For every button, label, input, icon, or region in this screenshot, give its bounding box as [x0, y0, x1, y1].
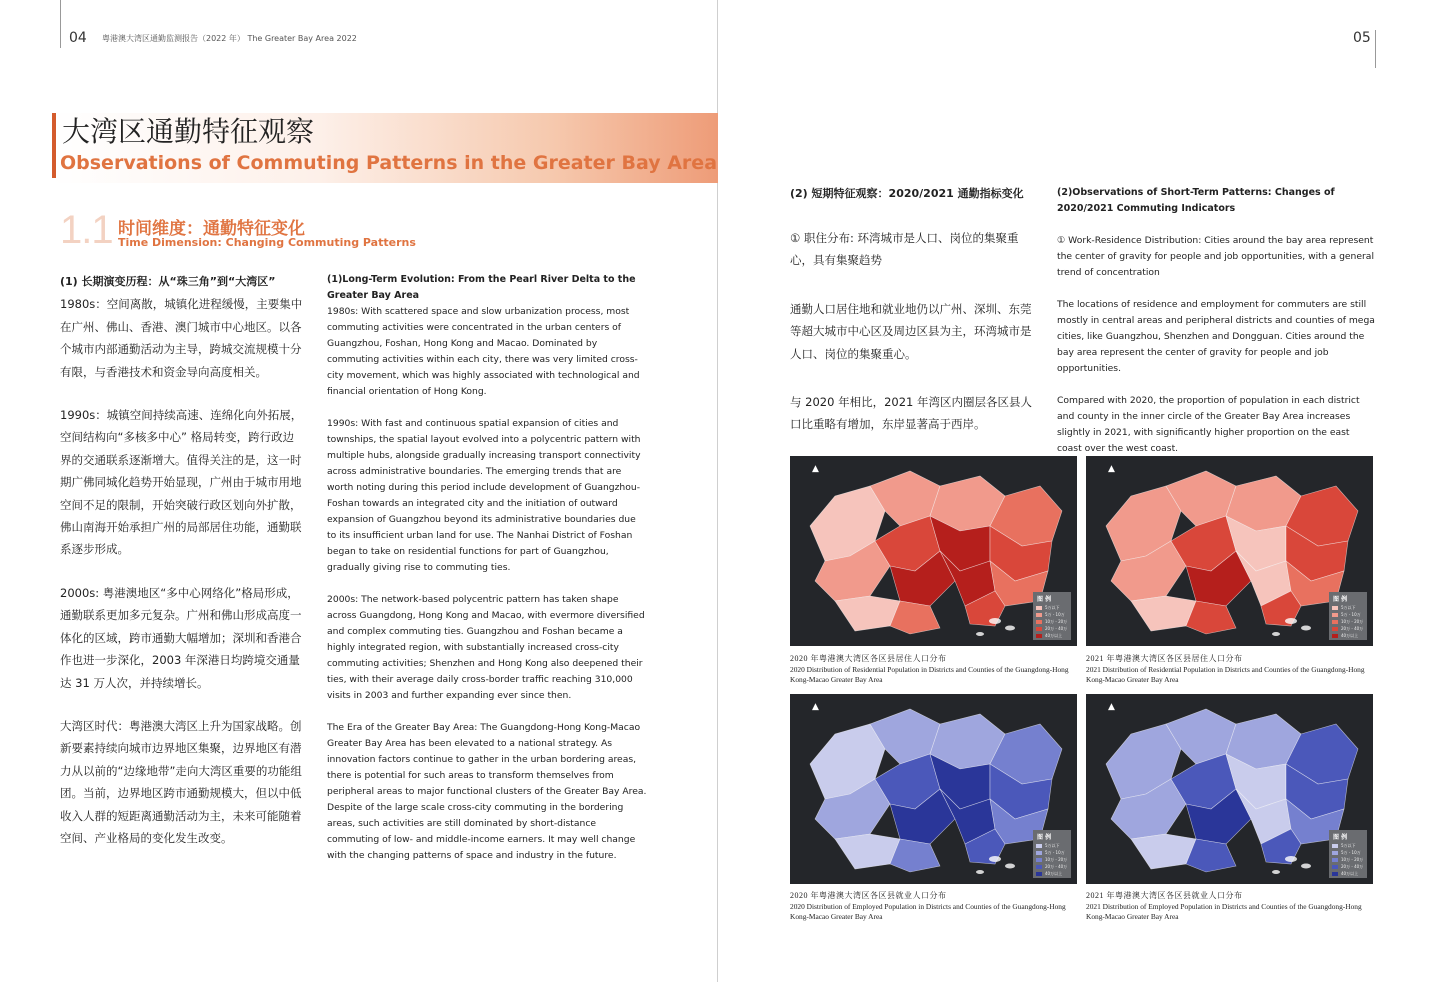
legend-title: 图 例	[1037, 596, 1052, 603]
legend-label: 20万 - 40万	[1341, 863, 1364, 869]
legend-swatch	[1332, 858, 1338, 862]
legend-item	[1329, 856, 1367, 863]
left-en-1980s: 1980s: With scattered space and slow urbanization process, most commuting activities were concentrated in the urban centers of Guangzhou, Foshan, Hong Kong and Macao. Dominated by commuting activities within each city, there was very limited cross-city movement, which was highly associated with technological and financial orientation of Hong Kong.	[327, 306, 640, 397]
island-shape	[1301, 626, 1311, 631]
legend-label: 10万 - 20万	[1341, 856, 1364, 862]
island-shape	[1285, 856, 1297, 862]
caption-en: 2021 Distribution of Residential Population in Districts and Counties of the Guangdong-Hong Kong-Macao Greater Bay Area	[1086, 664, 1365, 684]
legend-title: 图 例	[1037, 834, 1052, 841]
legend-label: 5万 - 10万	[1341, 611, 1361, 617]
legend-item	[1033, 632, 1071, 639]
legend-item	[1033, 863, 1071, 870]
page-title-en: Observations of Commuting Patterns in the Greater Bay Area	[60, 152, 718, 174]
left-en-2000s: 2000s: The network-based polycentric pattern has taken shape across Guangdong, Hong Kong and Macao, with evermore diversified and complex commuting ties. Guangzhou and Foshan became a highly integrated region, with substantially increased cross-city commuting activities; Shenzhen and Hong Kong also deepened their ties, with their average daily cross-border traffic reaching 310,000 visits in 2003 and further expanding ever since then.	[327, 594, 645, 701]
right-zh-heading: (2) 短期特征观察：2020/2021 通勤指标变化	[790, 187, 1024, 200]
legend-item	[1329, 604, 1367, 611]
legend-swatch	[1332, 634, 1338, 638]
section-title-zh: 时间维度：通勤特征变化	[118, 219, 305, 239]
caption-zh: 2021 年粤港澳大湾区各区县就业人口分布	[1086, 891, 1243, 900]
right-en-column	[1057, 185, 1377, 457]
island-shape	[989, 618, 1001, 624]
north-arrow-icon: ▲	[812, 464, 819, 474]
legend-label: 10万 - 20万	[1045, 618, 1068, 624]
north-arrow-icon: ▲	[1108, 464, 1115, 474]
legend-swatch	[1036, 865, 1042, 869]
left-page-number: 04	[69, 30, 87, 46]
map-employed-2020	[790, 694, 1077, 884]
legend-label: 20万 - 40万	[1341, 625, 1364, 631]
right-en-subheading: ① Work-Residence Distribution: Cities around the bay area represent the center of gravity for people and job opportunities, with a general trend of concentration	[1057, 235, 1374, 278]
right-en-heading: (2)Observations of Short-Term Patterns: Changes of 2020/2021 Commuting Indicators	[1057, 187, 1335, 214]
legend-swatch	[1332, 865, 1338, 869]
legend-item	[1329, 870, 1367, 877]
legend-swatch	[1036, 851, 1042, 855]
legend-item	[1033, 849, 1071, 856]
right-page-number: 05	[1353, 30, 1371, 46]
map-legend	[1329, 592, 1367, 640]
legend-title: 图 例	[1333, 834, 1348, 841]
legend-label: 20万 - 40万	[1045, 863, 1068, 869]
legend-item	[1033, 618, 1071, 625]
legend-swatch	[1036, 858, 1042, 862]
right-en-para-1: The locations of residence and employment for commuters are still mostly in central areas and peripheral districts and counties of mega cities, like Guangzhou, Shenzhen and Dongguan. Cities around the bay area represent the center of gravity for people and job opportunities.	[1057, 299, 1375, 374]
north-arrow-icon: ▲	[1108, 702, 1115, 712]
legend-swatch	[1332, 851, 1338, 855]
legend-label: 5万 - 10万	[1045, 611, 1065, 617]
island-shape	[976, 632, 984, 636]
left-zh-1980s: 1980s：空间离散，城镇化进程缓慢，主要集中在广州、佛山、香港、澳门城市中心地区。以各个城市内部通勤活动为主导，跨城交流规模十分有限，与香港技术和资金导向高度相关。	[60, 297, 303, 379]
legend-swatch	[1036, 844, 1042, 848]
right-zh-subheading: ① 职住分布: 环湾城市是人口、岗位的集聚重心，具有集聚趋势	[790, 231, 1019, 268]
legend-swatch	[1332, 872, 1338, 876]
map-residential-2020	[790, 456, 1077, 646]
running-title: 粤港澳大湾区通勤监测报告（2022 年） The Greater Bay Area 2022	[102, 34, 357, 43]
legend-label: 5万 - 10万	[1341, 849, 1361, 855]
right-zh-para-2: 与 2020 年相比，2021 年湾区内圈层各区县人口比重略有增加，东岸显著高于西岸。	[790, 395, 1032, 432]
legend-item	[1329, 611, 1367, 618]
legend-swatch	[1332, 844, 1338, 848]
legend-swatch	[1332, 620, 1338, 624]
map-employed-2021	[1086, 694, 1373, 884]
island-shape	[1005, 626, 1015, 631]
legend-swatch	[1036, 627, 1042, 631]
legend-swatch	[1332, 606, 1338, 610]
legend-swatch	[1036, 620, 1042, 624]
caption-zh: 2021 年粤港澳大湾区各区县居住人口分布	[1086, 654, 1243, 663]
page-title-zh: 大湾区通勤特征观察	[62, 115, 315, 148]
left-en-heading: (1)Long-Term Evolution: From the Pearl River Delta to the Greater Bay Area	[327, 274, 636, 301]
island-shape	[1301, 864, 1311, 869]
legend-label: 40万以上	[1045, 632, 1063, 638]
map-caption-residential-2021	[1086, 654, 1376, 686]
legend-swatch	[1332, 627, 1338, 631]
legend-item	[1033, 870, 1071, 877]
caption-en: 2020 Distribution of Residential Population in Districts and Counties of the Guangdong-Hong Kong-Macao Greater Bay Area	[790, 664, 1069, 684]
legend-swatch	[1036, 606, 1042, 610]
legend-label: 5万以下	[1341, 604, 1356, 610]
caption-zh: 2020 年粤港澳大湾区各区县就业人口分布	[790, 891, 947, 900]
legend-item	[1033, 842, 1071, 849]
caption-zh: 2020 年粤港澳大湾区各区县居住人口分布	[790, 654, 947, 663]
left-zh-2000s: 2000s: 粤港澳地区“多中心网络化”格局形成，通勤联系更加多元复杂。广州和佛山形成高度一体化的区域，跨市通勤大幅增加；深圳和香港合作也进一步深化，2003 年深港日均跨境交通量达 31 万人次，并持续增长。	[60, 585, 302, 690]
map-caption-employed-2021	[1086, 891, 1376, 923]
legend-label: 5万以下	[1045, 842, 1060, 848]
map-residential-2021	[1086, 456, 1373, 646]
map-caption-employed-2020	[790, 891, 1080, 923]
caption-en: 2021 Distribution of Employed Population in Districts and Counties of the Guangdong-Hong Kong-Macao Greater Bay Area	[1086, 901, 1362, 921]
island-shape	[1272, 632, 1280, 636]
north-arrow-icon: ▲	[812, 702, 819, 712]
left-zh-1990s: 1990s：城镇空间持续高速、连绵化向外拓展，空间结构向“多核多中心” 格局转变，跨行政边界的交通联系逐渐增大。值得关注的是，这一时期广佛同城化趋势开始显现，广州由于城市用地空间不足的限制，开始突破行政区划向外扩散，佛山南海开始承担广州的局部居住功能，通勤联系逐步形成。	[60, 408, 303, 557]
legend-item	[1329, 618, 1367, 625]
left-zh-column	[60, 271, 305, 870]
left-zh-gba-era: 大湾区时代：粤港澳大湾区上升为国家战略。创新要素持续向城市边界地区集聚，边界地区有潜力从以前的“边缘地带”走向大湾区重要的功能组团。当前，边界地区跨市通勤规模大，但以中低收入人群的短距离通勤活动为主，未来可能随着空间、产业格局的变化发生改变。	[60, 718, 302, 845]
legend-item	[1329, 632, 1367, 639]
island-shape	[989, 856, 1001, 862]
section-title-en: Time Dimension: Changing Commuting Patterns	[118, 236, 416, 249]
left-en-gba-era: The Era of the Greater Bay Area: The Guangdong-Hong Kong-Macao Greater Bay Area has been elevated to a national strategy. As innovation factors continue to gather in the urban bordering areas, there is potential for such areas to transform themselves from peripheral areas to major functional clusters of the Greater Bay Area. Despite of the large scale cross-city commuting in the bordering areas, such activities are still dominated by short-distance commuting of low- and middle-income earners. It may well change with the changing patterns of space and industry in the future.	[327, 722, 647, 861]
title-accent-bar	[52, 113, 56, 178]
legend-item	[1329, 849, 1367, 856]
map-legend	[1033, 830, 1071, 878]
map-caption-residential-2020	[790, 654, 1080, 686]
island-shape	[976, 870, 984, 874]
legend-item	[1329, 625, 1367, 632]
right-zh-para-1: 通勤人口居住地和就业地仍以广州、深圳、东莞等超大城市中心区及周边区县为主，环湾城市是人口、岗位的集聚重心。	[790, 301, 1032, 361]
legend-label: 5万以下	[1341, 842, 1356, 848]
left-header-rule	[60, 0, 61, 48]
legend-item	[1033, 856, 1071, 863]
legend-label: 10万 - 20万	[1341, 618, 1364, 624]
island-shape	[1005, 864, 1015, 869]
legend-label: 40万以上	[1341, 632, 1359, 638]
map-legend	[1033, 592, 1071, 640]
legend-label: 10万 - 20万	[1045, 856, 1068, 862]
section-number: 1.1	[60, 208, 113, 252]
legend-label: 40万以上	[1045, 870, 1063, 876]
legend-item	[1033, 625, 1071, 632]
legend-swatch	[1036, 613, 1042, 617]
legend-label: 5万以下	[1045, 604, 1060, 610]
map-legend	[1329, 830, 1367, 878]
legend-item	[1033, 611, 1071, 618]
legend-item	[1033, 604, 1071, 611]
legend-title: 图 例	[1333, 596, 1348, 603]
right-header-rule	[1375, 30, 1376, 68]
island-shape	[1272, 870, 1280, 874]
legend-swatch	[1332, 613, 1338, 617]
legend-item	[1329, 842, 1367, 849]
island-shape	[1285, 618, 1297, 624]
legend-swatch	[1036, 634, 1042, 638]
right-en-para-2: Compared with 2020, the proportion of population in each district and county in the inner circle of the Greater Bay Area increases slightly in 2021, with significantly higher proportion on the east coast over the west coast.	[1057, 395, 1360, 454]
left-en-1990s: 1990s: With fast and continuous spatial expansion of cities and townships, the spatial layout evolved into a polycentric pattern with multiple hubs, alongside gradually increasing transport connectivity across administrative boundaries. The emerging trends that are worth noting during this period include development of Guangzhou-Foshan towards an integrated city and the initiation of outward expansion of Guangzhou beyond its administrative boundaries due to its insufficient urban land for use. The Nanhai District of Foshan began to take on residential functions for part of Guangzhou, gradually giving rise to commuting ties.	[327, 418, 641, 573]
legend-item	[1329, 863, 1367, 870]
right-zh-column	[790, 185, 1035, 436]
caption-en: 2020 Distribution of Employed Population in Districts and Counties of the Guangdong-Hong Kong-Macao Greater Bay Area	[790, 901, 1066, 921]
legend-label: 40万以上	[1341, 870, 1359, 876]
legend-swatch	[1036, 872, 1042, 876]
left-en-column	[327, 272, 647, 880]
left-zh-heading: (1) 长期演变历程：从“珠三角”到“大湾区”	[60, 275, 276, 288]
legend-label: 20万 - 40万	[1045, 625, 1068, 631]
legend-label: 5万 - 10万	[1045, 849, 1065, 855]
